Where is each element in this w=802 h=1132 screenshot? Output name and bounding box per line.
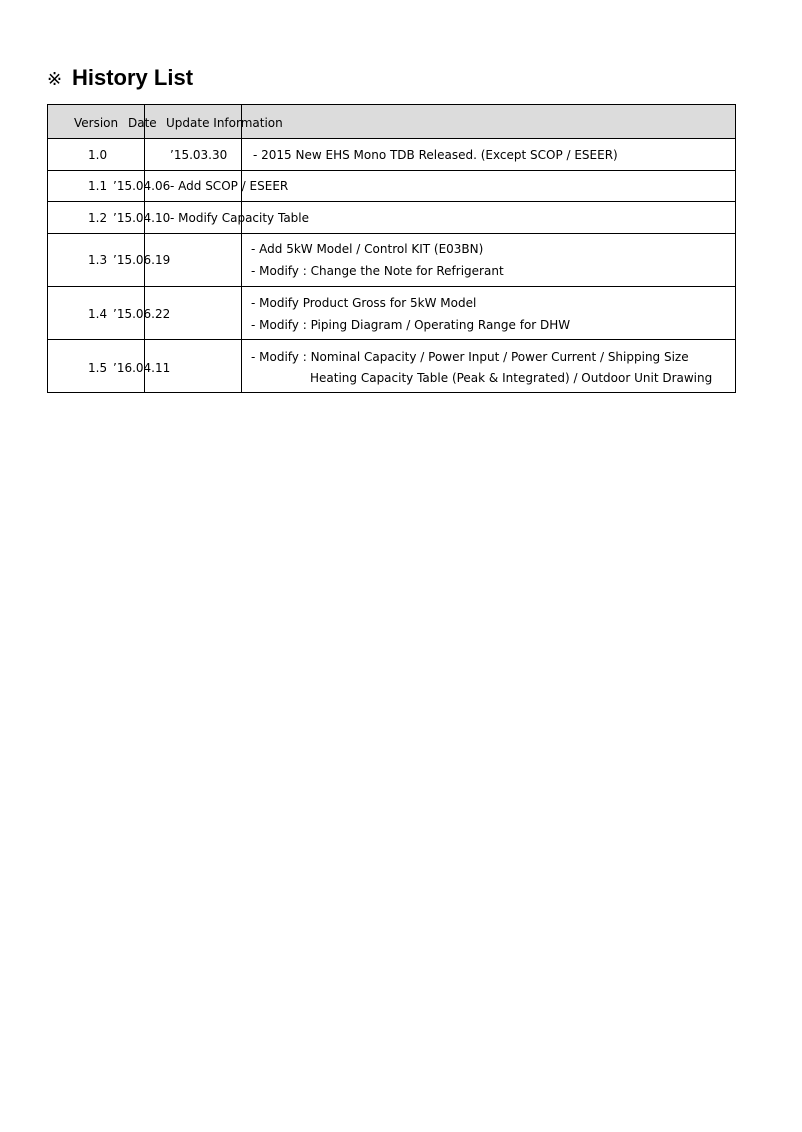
row-version: 1.2 bbox=[88, 211, 108, 225]
row-update-info: - Modify Capacity Table bbox=[170, 211, 310, 225]
history-table bbox=[47, 104, 736, 393]
table-border-bottom bbox=[47, 392, 736, 393]
row-update-info: - 2015 New EHS Mono TDB Released. (Except SCOP / ESEER) bbox=[253, 148, 618, 162]
table-border-right bbox=[735, 104, 736, 393]
table-divider bbox=[47, 201, 736, 202]
page-title-text: History List bbox=[72, 65, 194, 90]
row-date: ’15.04.10 bbox=[113, 211, 171, 225]
row-update-info: - Modify : Nominal Capacity / Power Input / Power Current / Shipping Size bbox=[251, 350, 689, 364]
table-divider bbox=[47, 170, 736, 171]
row-date: ’15.06.22 bbox=[113, 307, 171, 321]
table-divider bbox=[47, 138, 736, 139]
row-update-info: - Add SCOP / ESEER bbox=[170, 179, 289, 193]
row-version: 1.4 bbox=[88, 307, 108, 321]
row-update-info: - Modify : Piping Diagram / Operating Range for DHW bbox=[251, 318, 571, 332]
reference-mark-icon: ※ bbox=[47, 69, 63, 90]
table-divider bbox=[47, 339, 736, 340]
row-version: 1.0 bbox=[88, 148, 108, 162]
row-date: ’15.04.06 bbox=[113, 179, 171, 193]
row-date: ’15.06.19 bbox=[113, 253, 171, 267]
table-column-divider bbox=[241, 104, 242, 393]
row-update-info: - Add 5kW Model / Control KIT (E03BN) bbox=[251, 242, 484, 256]
row-version: 1.3 bbox=[88, 253, 108, 267]
row-update-info: Heating Capacity Table (Peak & Integrated) / Outdoor Unit Drawing bbox=[310, 371, 713, 385]
page-title bbox=[47, 64, 193, 92]
row-update-info: - Modify : Change the Note for Refrigerant bbox=[251, 264, 504, 278]
header-version: Version bbox=[74, 116, 119, 130]
table-divider bbox=[47, 286, 736, 287]
table-column-divider bbox=[144, 104, 145, 393]
table-divider bbox=[47, 233, 736, 234]
header-date: Date bbox=[128, 116, 157, 130]
header-update-information: Update Information bbox=[166, 116, 283, 130]
row-version: 1.1 bbox=[88, 179, 108, 193]
row-date: ’16.04.11 bbox=[113, 361, 171, 375]
table-border-top bbox=[47, 104, 736, 105]
row-version: 1.5 bbox=[88, 361, 108, 375]
row-update-info: - Modify Product Gross for 5kW Model bbox=[251, 296, 477, 310]
row-date: ’15.03.30 bbox=[170, 148, 228, 162]
table-border-left bbox=[47, 104, 48, 393]
